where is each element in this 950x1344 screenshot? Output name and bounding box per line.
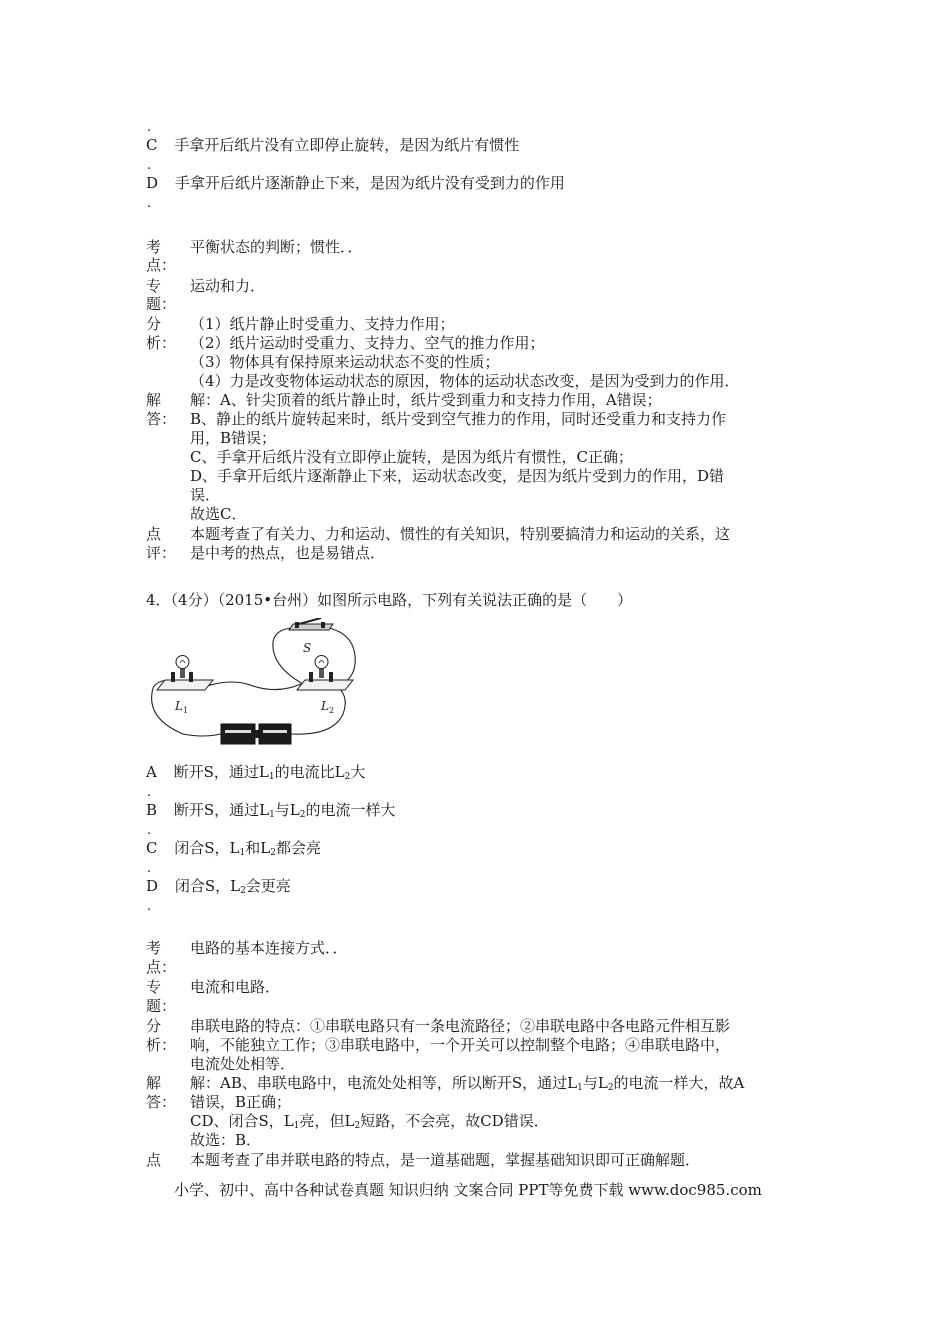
fenxi-line: （2）纸片运动时受重力、支持力、空气的推力作用； bbox=[190, 334, 545, 352]
fenxi-line: （4）力是改变物体运动状态的原因，物体的运动状态改变，是因为受到力的作用． bbox=[190, 372, 740, 390]
switch-label: S bbox=[303, 641, 312, 655]
battery bbox=[221, 724, 291, 744]
option-letter: A bbox=[146, 763, 157, 781]
fenxi-label-2: 析： bbox=[146, 334, 177, 352]
option-text: 手拿开后纸片没有立即停止旋转，是因为纸片有惯性 bbox=[174, 136, 520, 154]
option-letter: C bbox=[146, 839, 158, 857]
question-stem: 4．（4分）（2015•台州）如图所示电路，下列有关说法正确的是（ ） bbox=[146, 591, 633, 609]
jieda-line: B、静止的纸片旋转起来时，纸片受到空气推力的作用，同时还受重力和支持力作 bbox=[190, 410, 727, 428]
jieda-line: 误． bbox=[190, 486, 221, 504]
jieda-line: CD、闭合S，$L_1$亮，但$L_2$短路，不会亮，故CD错误． bbox=[190, 1112, 549, 1131]
dianping-label: 点 bbox=[146, 525, 162, 543]
zhuanti-label-2: 题： bbox=[146, 997, 177, 1015]
wire-right-bottom bbox=[291, 688, 345, 734]
kaodian-text: 电路的基本连接方式．． bbox=[190, 939, 348, 957]
kaodian-label-2: 点： bbox=[146, 958, 177, 976]
option-text: 断开S，通过$L_1$与$L_2$的电流一样大 bbox=[173, 801, 396, 820]
dianping-line: 本题考查了串并联电路的特点，是一道基础题，掌握基础知识即可正确解题． bbox=[190, 1151, 701, 1169]
dianping-line: 本题考查了有关力、力和运动、惯性的有关知识，特别要搞清力和运动的关系，这 bbox=[190, 525, 731, 543]
zhuanti-text: 运动和力． bbox=[190, 277, 266, 295]
fenxi-label-2: 析： bbox=[146, 1036, 177, 1054]
option-letter: D bbox=[146, 877, 159, 895]
jieda-label-2: 答： bbox=[146, 1093, 177, 1111]
option-dot: . bbox=[147, 120, 152, 135]
lamp-l2 bbox=[297, 656, 353, 691]
lamp-l1 bbox=[157, 656, 213, 691]
jieda-line: 故选：B． bbox=[190, 1131, 262, 1149]
q4-option-c bbox=[146, 841, 321, 858]
fenxi-label: 分 bbox=[146, 1017, 162, 1035]
zhuanti-label: 专 bbox=[146, 978, 162, 996]
option-text: 闭合S，$L_2$会更亮 bbox=[174, 877, 291, 896]
jieda-line: 解：A、针尖顶着的纸片静止时，纸片受到重力和支持力作用，A错误； bbox=[190, 391, 662, 409]
fenxi-line: 串联电路的特点：①串联电路只有一条电流路径；②串联电路中各电路元件相互影 bbox=[190, 1017, 731, 1035]
q4-option-a bbox=[146, 765, 365, 782]
jieda-line: D、手拿开后纸片逐渐静止下来，运动状态改变，是因为纸片受到力的作用，D错 bbox=[190, 467, 725, 485]
q3-option-c bbox=[146, 138, 519, 153]
dianping-label-2: 评： bbox=[146, 544, 177, 562]
option-dot: . bbox=[147, 785, 152, 800]
fenxi-line: 电流处处相等． bbox=[190, 1055, 296, 1073]
wire-switch-left bbox=[273, 628, 303, 684]
zhuanti-text: 电流和电路． bbox=[190, 978, 281, 996]
fenxi-label: 分 bbox=[146, 315, 162, 333]
dianping-line: 是中考的热点，也是易错点． bbox=[190, 544, 386, 562]
zhuanti-label-2: 题： bbox=[146, 295, 177, 313]
option-dot: . bbox=[147, 823, 152, 838]
page-footer: 小学、初中、高中各种试卷真题 知识归纳 文案合同 PPT等免费下载 www.doc985.com bbox=[174, 1181, 762, 1199]
fenxi-line: 响，不能独立工作；③串联电路中，一个开关可以控制整个电路；④串联电路中， bbox=[190, 1036, 731, 1054]
q4-option-b bbox=[146, 803, 396, 820]
option-letter: C bbox=[146, 136, 158, 154]
jieda-label-2: 答： bbox=[146, 410, 177, 428]
kaodian-text: 平衡状态的判断；惯性．． bbox=[190, 238, 363, 256]
option-dot: . bbox=[147, 899, 152, 914]
lamp2-label: $L_2$ bbox=[321, 699, 335, 715]
lamp1-label: $L_1$ bbox=[175, 699, 189, 715]
kaodian-label: 考 bbox=[146, 238, 162, 256]
jieda-line: 解：AB、串联电路中，电流处处相等，所以断开S，通过$L_1$与$L_2$的电流一样大，故A bbox=[190, 1074, 745, 1093]
dianping-label: 点 bbox=[146, 1151, 162, 1169]
jieda-label: 解 bbox=[146, 391, 162, 409]
option-letter: B bbox=[146, 801, 158, 819]
q4-option-d bbox=[146, 879, 291, 896]
zhuanti-label: 专 bbox=[146, 277, 162, 295]
circuit-diagram bbox=[143, 618, 363, 746]
option-dot: . bbox=[147, 158, 152, 173]
jieda-line: 用，B错误； bbox=[190, 429, 277, 447]
fenxi-line: （3）物体具有保持原来运动状态不变的性质； bbox=[190, 353, 500, 371]
jieda-line: C、手拿开后纸片没有立即停止旋转，是因为纸片有惯性，C正确； bbox=[190, 448, 633, 466]
fenxi-line: （1）纸片静止时受重力、支持力作用； bbox=[190, 315, 455, 333]
option-text: 手拿开后纸片逐渐静止下来，是因为纸片没有受到力的作用 bbox=[174, 174, 565, 192]
option-text: 断开S，通过$L_1$的电流比$L_2$大 bbox=[173, 763, 366, 782]
switch-s bbox=[289, 618, 333, 630]
jieda-label: 解 bbox=[146, 1074, 162, 1092]
jieda-line: 错误，B正确； bbox=[190, 1093, 292, 1111]
wire-lamp-lamp bbox=[207, 682, 301, 690]
option-text: 闭合S，$L_1$和$L_2$都会亮 bbox=[174, 839, 321, 858]
jieda-line: 故选C． bbox=[190, 505, 247, 523]
kaodian-label-2: 点： bbox=[146, 256, 177, 274]
q3-option-d bbox=[146, 176, 565, 191]
option-letter: D bbox=[146, 174, 159, 192]
option-dot: . bbox=[147, 861, 152, 876]
kaodian-label: 考 bbox=[146, 939, 162, 957]
option-dot: . bbox=[147, 196, 152, 211]
